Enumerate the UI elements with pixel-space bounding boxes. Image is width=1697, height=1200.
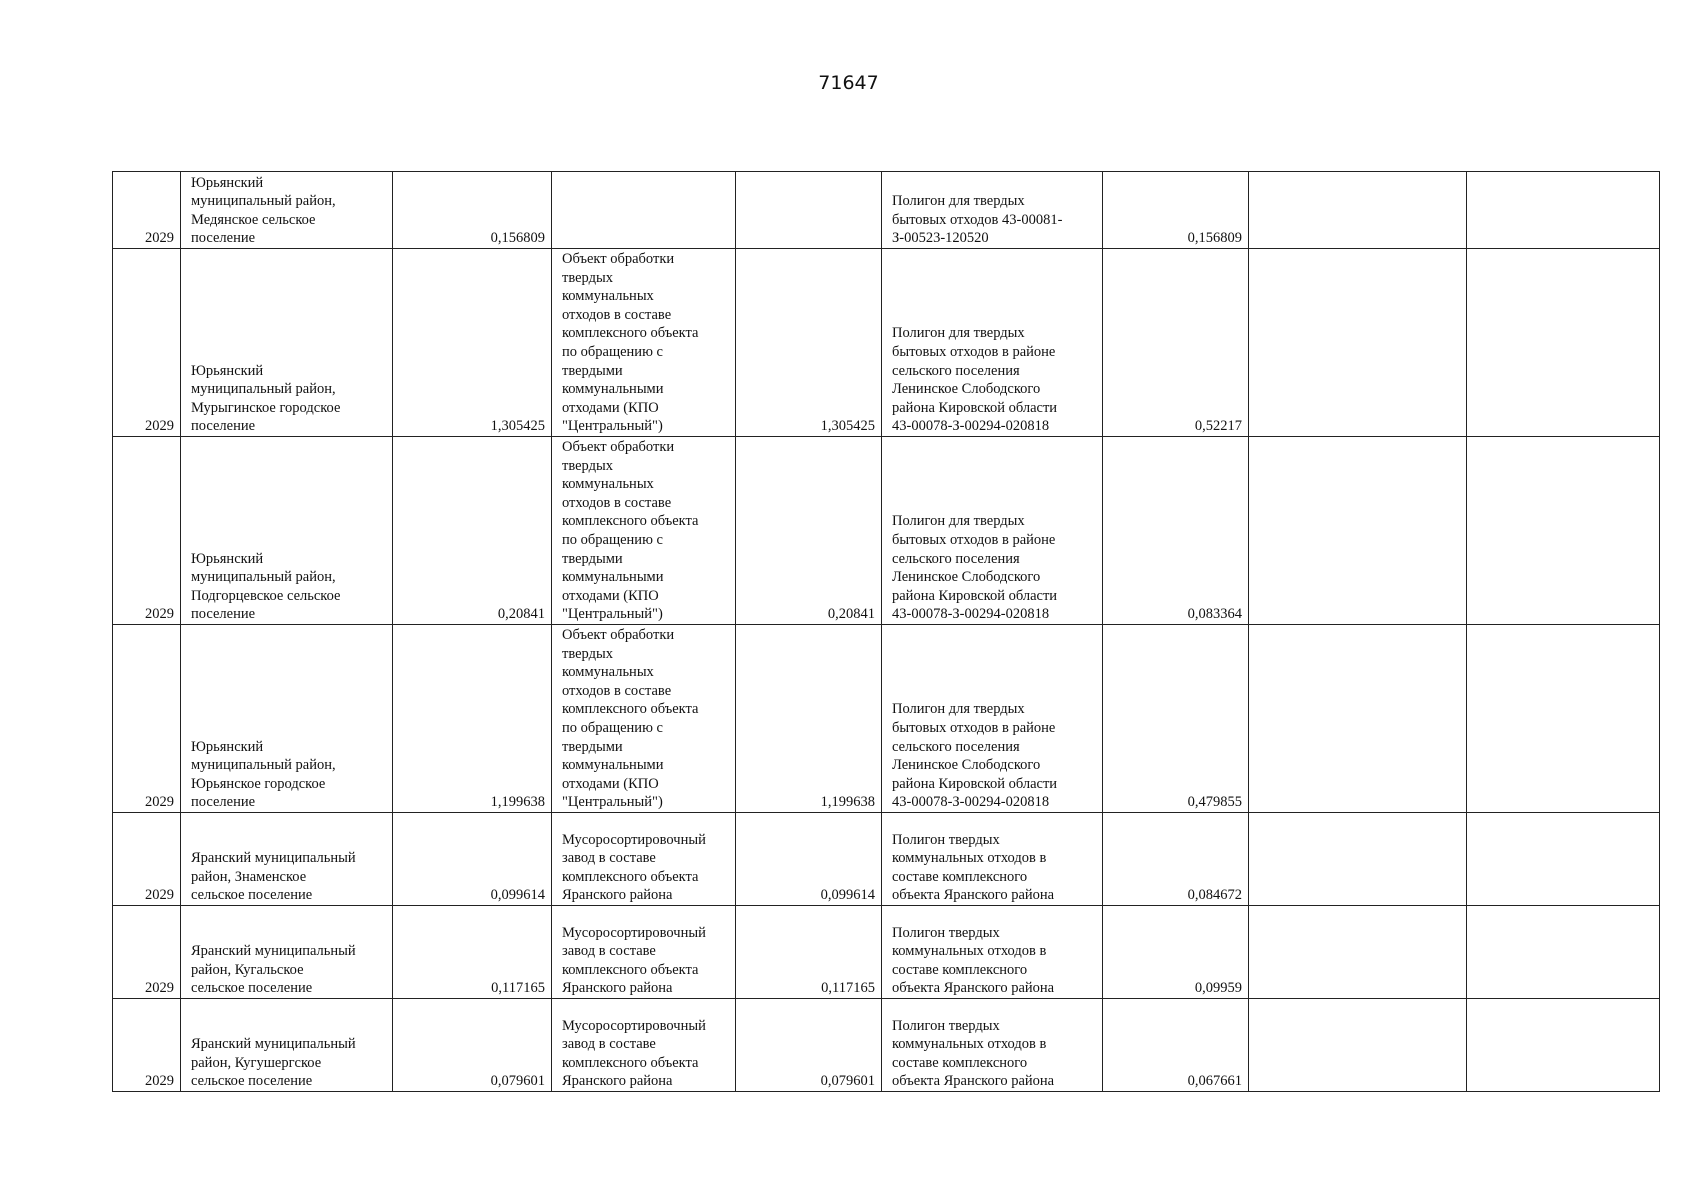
municipality-cell: Юрьянский муниципальный район, Мурыгинское городское поселение: [181, 249, 393, 437]
municipality-cell: Юрьянский муниципальный район, Медянское сельское поселение: [181, 172, 393, 249]
municipality-cell: Юрьянский муниципальный район, Юрьянское городское поселение: [181, 625, 393, 813]
disposal-volume-cell: 0,067661: [1103, 999, 1249, 1092]
processing-volume-cell: 0,117165: [736, 906, 882, 999]
municipality-cell: Яранский муниципальный район, Кугушергское сельское поселение: [181, 999, 393, 1092]
disposal-facility-cell: Полигон для твердых бытовых отходов в районе сельского поселения Ленинское Слободского района Кировской области 43-00078-З-00294-020818: [882, 625, 1103, 813]
processing-volume-cell: 1,305425: [736, 249, 882, 437]
disposal-facility-cell: Полигон твердых коммунальных отходов в составе комплексного объекта Яранского района: [882, 999, 1103, 1092]
processing-facility-cell: Мусоросортировочный завод в составе комплексного объекта Яранского района: [552, 999, 736, 1092]
table-row: [113, 249, 1660, 437]
table-row: [113, 999, 1660, 1092]
disposal-volume-cell: 0,52217: [1103, 249, 1249, 437]
volume-cell: 1,305425: [393, 249, 552, 437]
municipality-cell: Яранский муниципальный район, Знаменское сельское поселение: [181, 813, 393, 906]
empty-cell: [1249, 172, 1467, 249]
waste-flow-table: [112, 171, 1660, 1092]
municipality-cell: Яранский муниципальный район, Кугальское сельское поселение: [181, 906, 393, 999]
volume-cell: 0,156809: [393, 172, 552, 249]
processing-facility-cell: Объект обработки твердых коммунальных отходов в составе комплексного объекта по обращению с твердыми коммунальными отходами (КПО "Центральный"): [552, 625, 736, 813]
empty-cell: [1467, 172, 1660, 249]
disposal-facility-cell: Полигон твердых коммунальных отходов в составе комплексного объекта Яранского района: [882, 813, 1103, 906]
processing-volume-cell: 0,20841: [736, 437, 882, 625]
empty-cell: [1467, 437, 1660, 625]
page-number: 71647: [818, 72, 879, 94]
disposal-volume-cell: 0,479855: [1103, 625, 1249, 813]
volume-cell: 1,199638: [393, 625, 552, 813]
table-row: [113, 437, 1660, 625]
year-cell: 2029: [113, 999, 181, 1092]
year-cell: 2029: [113, 172, 181, 249]
disposal-volume-cell: 0,084672: [1103, 813, 1249, 906]
municipality-cell: Юрьянский муниципальный район, Подгорцевское сельское поселение: [181, 437, 393, 625]
year-cell: 2029: [113, 625, 181, 813]
processing-facility-cell: Мусоросортировочный завод в составе комплексного объекта Яранского района: [552, 906, 736, 999]
processing-volume-cell: 0,079601: [736, 999, 882, 1092]
table-row: [113, 906, 1660, 999]
empty-cell: [1249, 999, 1467, 1092]
empty-cell: [1249, 249, 1467, 437]
processing-volume-cell: 1,199638: [736, 625, 882, 813]
table-row: [113, 813, 1660, 906]
processing-volume-cell: [736, 172, 882, 249]
year-cell: 2029: [113, 906, 181, 999]
processing-facility-cell: [552, 172, 736, 249]
processing-facility-cell: Мусоросортировочный завод в составе комплексного объекта Яранского района: [552, 813, 736, 906]
disposal-facility-cell: Полигон для твердых бытовых отходов в районе сельского поселения Ленинское Слободского района Кировской области 43-00078-З-00294-020818: [882, 437, 1103, 625]
empty-cell: [1249, 813, 1467, 906]
processing-facility-cell: Объект обработки твердых коммунальных отходов в составе комплексного объекта по обращению с твердыми коммунальными отходами (КПО "Центральный"): [552, 437, 736, 625]
disposal-facility-cell: Полигон для твердых бытовых отходов в районе сельского поселения Ленинское Слободского района Кировской области 43-00078-З-00294-020818: [882, 249, 1103, 437]
empty-cell: [1249, 437, 1467, 625]
disposal-volume-cell: 0,083364: [1103, 437, 1249, 625]
volume-cell: 0,099614: [393, 813, 552, 906]
processing-facility-cell: Объект обработки твердых коммунальных отходов в составе комплексного объекта по обращению с твердыми коммунальными отходами (КПО "Центральный"): [552, 249, 736, 437]
disposal-volume-cell: 0,09959: [1103, 906, 1249, 999]
table-row: [113, 172, 1660, 249]
disposal-facility-cell: Полигон твердых коммунальных отходов в составе комплексного объекта Яранского района: [882, 906, 1103, 999]
processing-volume-cell: 0,099614: [736, 813, 882, 906]
disposal-volume-cell: 0,156809: [1103, 172, 1249, 249]
year-cell: 2029: [113, 813, 181, 906]
year-cell: 2029: [113, 249, 181, 437]
empty-cell: [1467, 813, 1660, 906]
empty-cell: [1249, 625, 1467, 813]
year-cell: 2029: [113, 437, 181, 625]
empty-cell: [1467, 906, 1660, 999]
table-row: [113, 625, 1660, 813]
empty-cell: [1249, 906, 1467, 999]
disposal-facility-cell: Полигон для твердых бытовых отходов 43-00081- З-00523-120520: [882, 172, 1103, 249]
empty-cell: [1467, 999, 1660, 1092]
volume-cell: 0,079601: [393, 999, 552, 1092]
empty-cell: [1467, 625, 1660, 813]
empty-cell: [1467, 249, 1660, 437]
volume-cell: 0,117165: [393, 906, 552, 999]
volume-cell: 0,20841: [393, 437, 552, 625]
